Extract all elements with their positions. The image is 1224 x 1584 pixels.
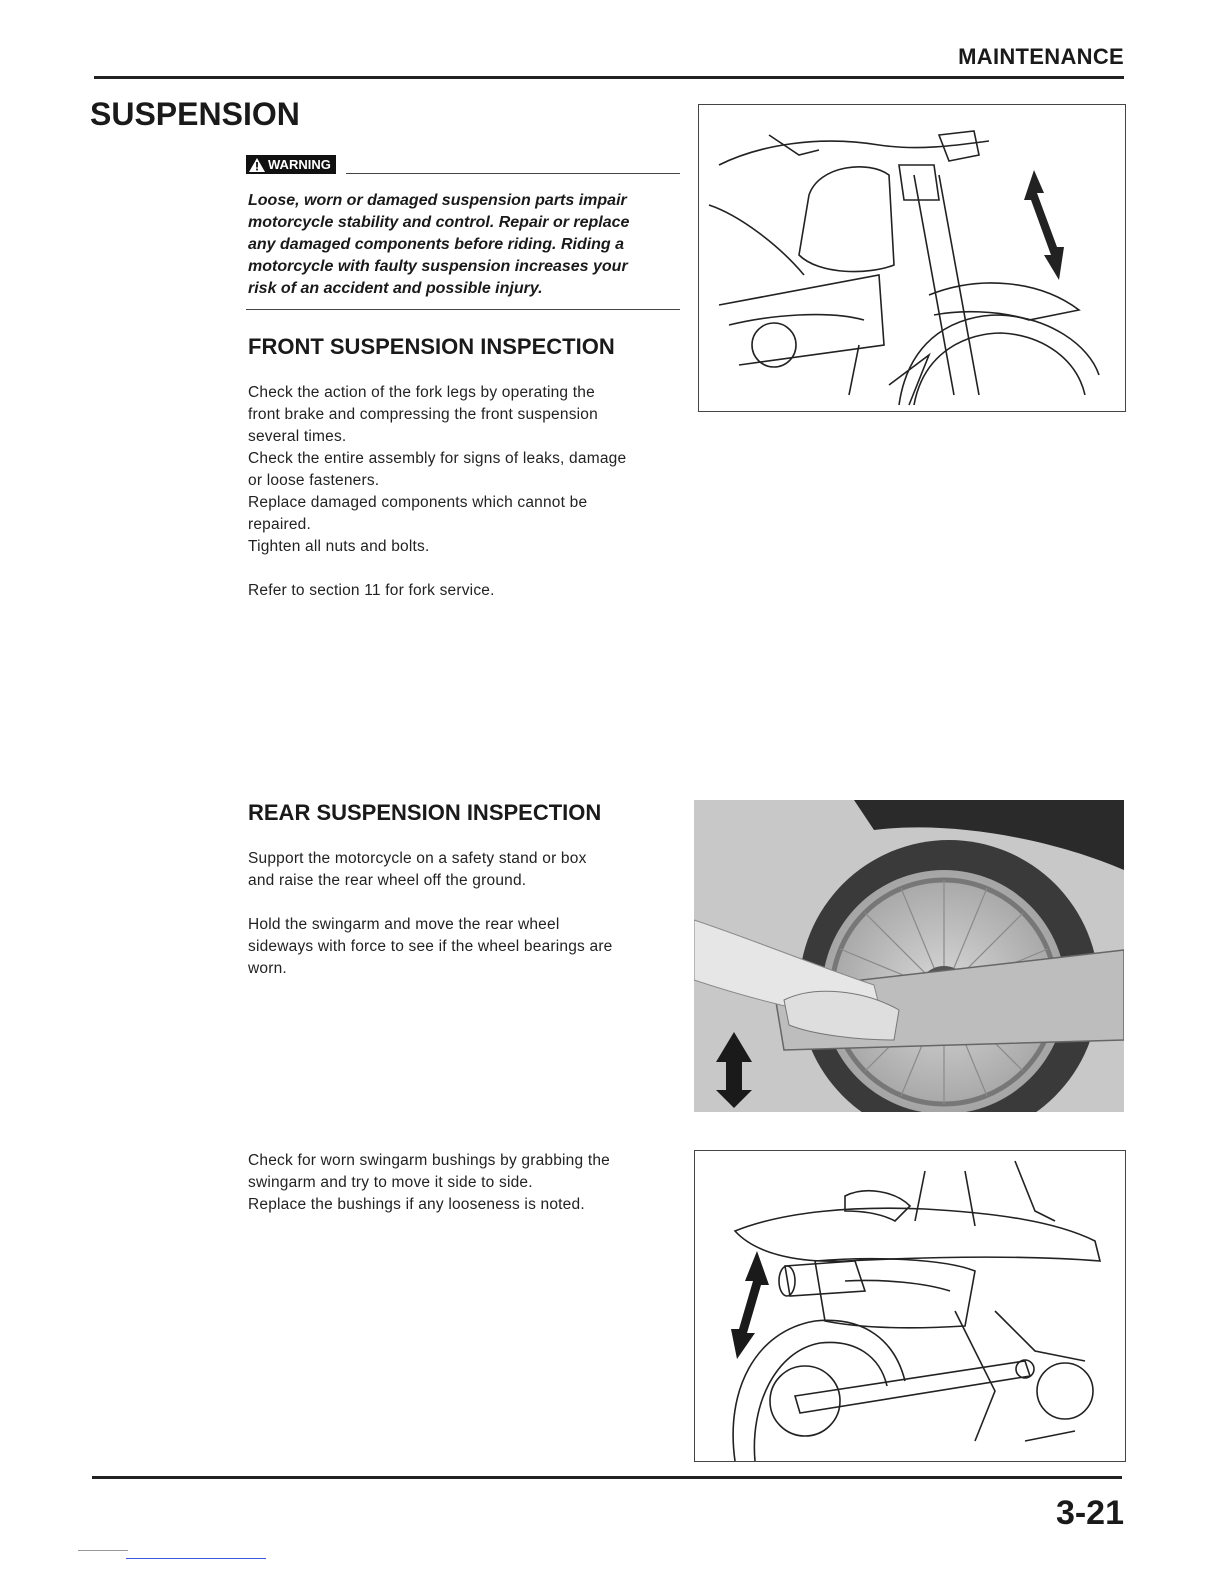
rear-wheel-photo xyxy=(694,800,1124,1112)
body-line: repaired. xyxy=(248,516,311,533)
footer-rule xyxy=(92,1476,1122,1479)
rear-suspension-para-3 xyxy=(248,1150,684,1216)
swingarm-illustration xyxy=(695,1151,1125,1461)
body-line: Replace damaged components which cannot be xyxy=(248,494,588,511)
warning-line: motorcycle with faulty suspension increases your xyxy=(248,258,628,275)
body-line: worn. xyxy=(248,960,287,977)
body-line: and raise the rear wheel off the ground. xyxy=(248,872,527,889)
body-line: Check the action of the fork legs by operating the xyxy=(248,384,595,401)
warning-label: WARNING xyxy=(268,157,331,172)
footer-link-underline xyxy=(126,1558,266,1559)
front-suspension-figure xyxy=(698,104,1126,412)
fork-service-reference: Refer to section 11 for fork service. xyxy=(248,582,495,599)
double-arrow-icon xyxy=(731,1251,769,1359)
warning-line: motorcycle stability and control. Repair or replace xyxy=(248,214,630,231)
warning-line: risk of an accident and possible injury. xyxy=(248,280,543,297)
body-line: Hold the swingarm and move the rear wheel xyxy=(248,916,560,933)
warning-triangle-icon xyxy=(249,158,265,172)
double-arrow-icon xyxy=(1024,170,1064,280)
rear-suspension-heading: REAR SUSPENSION INSPECTION xyxy=(248,800,602,825)
section-header: MAINTENANCE xyxy=(958,44,1124,69)
body-line: swingarm and try to move it side to side. xyxy=(248,1174,533,1191)
warning-line: Loose, worn or damaged suspension parts impair xyxy=(248,192,627,209)
warning-text xyxy=(248,190,682,300)
body-line: several times. xyxy=(248,428,347,445)
rear-wheel-photo-illustration xyxy=(694,800,1124,1112)
footer-mark xyxy=(78,1550,128,1551)
rear-suspension-para-1 xyxy=(248,848,684,892)
front-fork-illustration xyxy=(699,105,1125,411)
warning-box xyxy=(246,155,680,177)
body-line: Check for worn swingarm bushings by grabbing the xyxy=(248,1152,610,1169)
body-line: sideways with force to see if the wheel bearings are xyxy=(248,938,613,955)
header-rule xyxy=(94,76,1124,79)
page-number: 3-21 xyxy=(1055,1494,1124,1532)
front-suspension-heading: FRONT SUSPENSION INSPECTION xyxy=(248,334,615,359)
rear-suspension-para-2 xyxy=(248,914,684,980)
page-title: SUSPENSION xyxy=(90,96,300,132)
swingarm-figure xyxy=(694,1150,1126,1462)
front-suspension-body xyxy=(248,382,684,558)
body-line: Support the motorcycle on a safety stand or box xyxy=(248,850,587,867)
warning-bottom-rule xyxy=(246,309,680,310)
warning-line: any damaged components before riding. Riding a xyxy=(248,236,625,253)
body-line: front brake and compressing the front suspension xyxy=(248,406,598,423)
body-line: or loose fasteners. xyxy=(248,472,380,489)
body-line: Replace the bushings if any looseness is noted. xyxy=(248,1196,585,1213)
warning-badge xyxy=(246,155,336,174)
body-line: Tighten all nuts and bolts. xyxy=(248,538,430,555)
body-line: Check the entire assembly for signs of leaks, damage xyxy=(248,450,627,467)
warning-top-rule xyxy=(346,173,680,174)
